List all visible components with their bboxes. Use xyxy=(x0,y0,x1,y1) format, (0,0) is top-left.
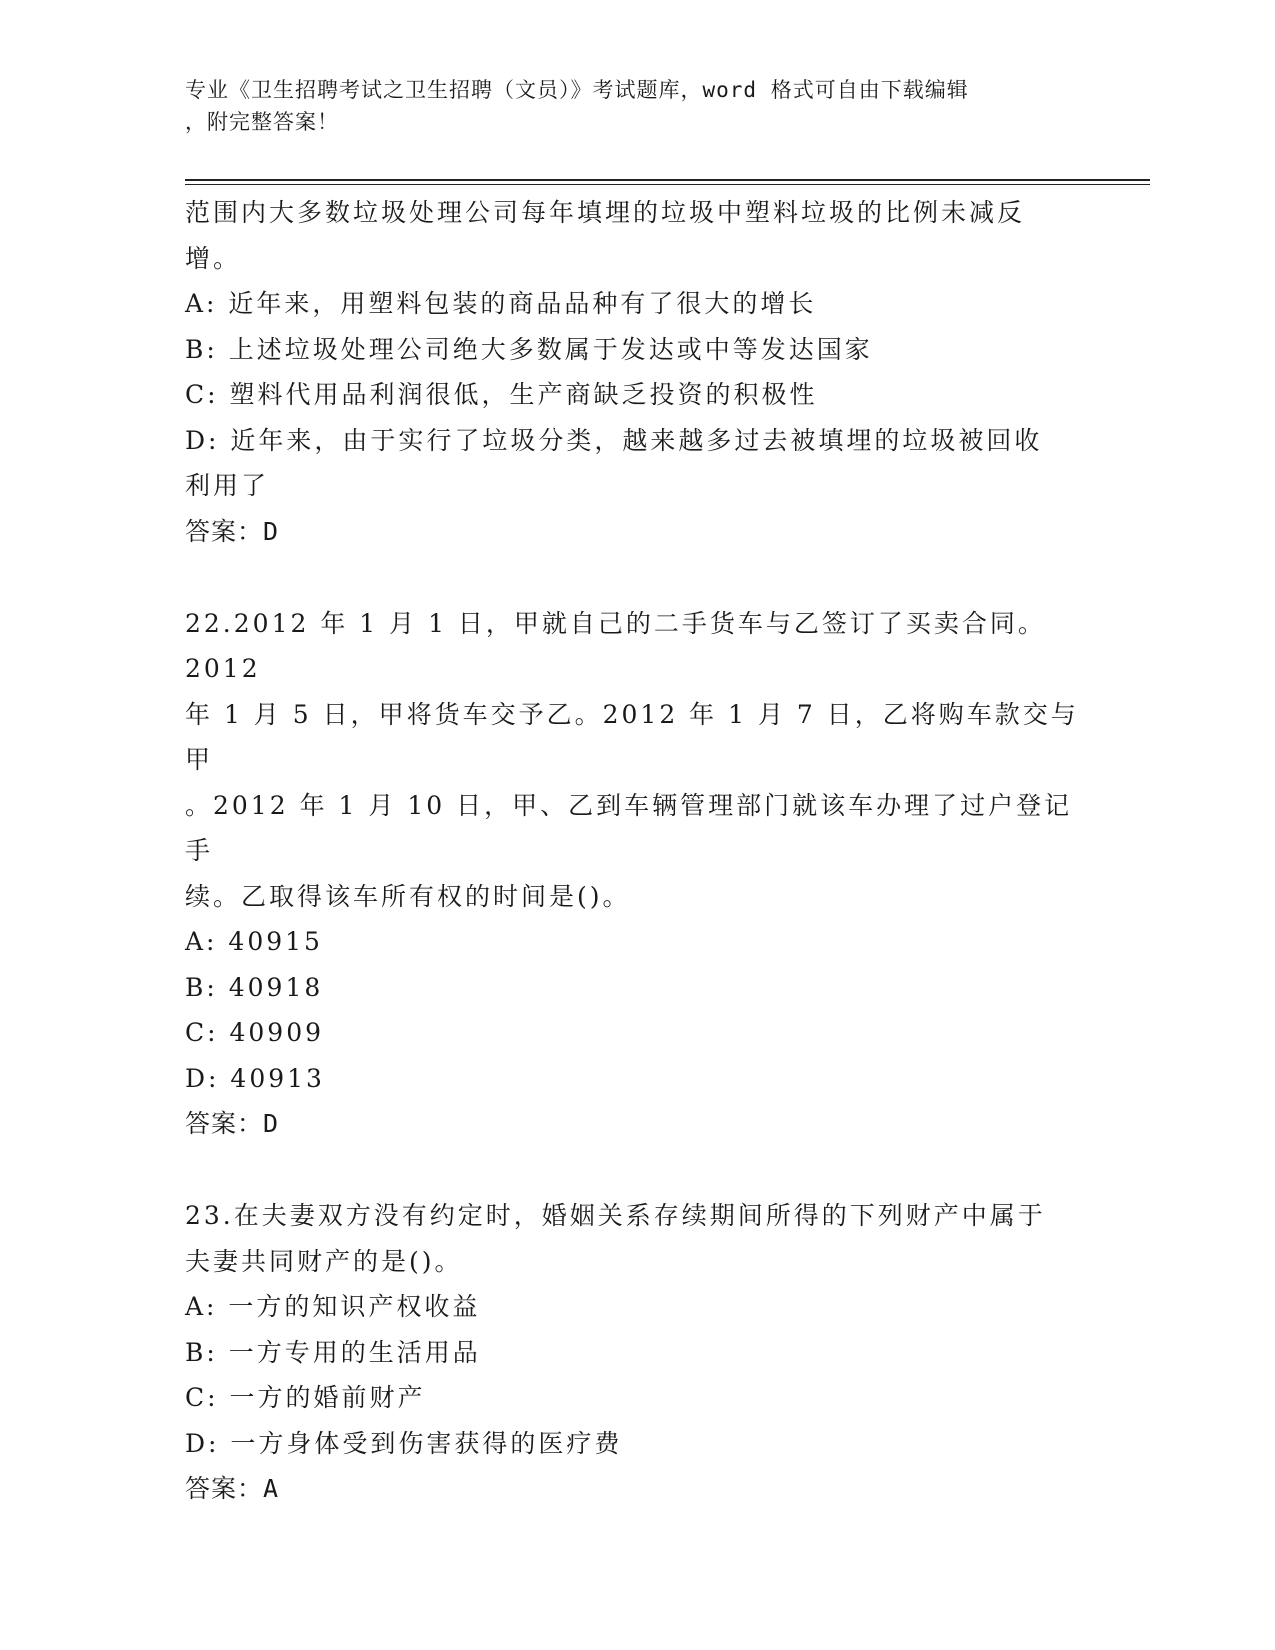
question-stem-line: 增。 xyxy=(185,243,242,273)
answer-value: D xyxy=(263,1109,280,1138)
option-c: C: 塑料代用品利润很低，生产商缺乏投资的积极性 xyxy=(185,380,818,409)
answer-label: 答案： xyxy=(185,1109,264,1138)
answer-value: D xyxy=(263,516,280,546)
question-content xyxy=(185,190,1085,1512)
option-a: A: 40915 xyxy=(185,927,323,956)
option-c: C: 40909 xyxy=(185,1018,325,1047)
answer-value: A xyxy=(263,1474,280,1503)
answer-line xyxy=(185,509,1085,555)
option-d: D: 40913 xyxy=(185,1063,325,1093)
page-header xyxy=(185,74,1085,138)
option-b: B: 上述垃圾处理公司绝大多数属于发达或中等发达国家 xyxy=(185,334,873,364)
option-d: D: 一方身体受到伤害获得的医疗费 xyxy=(185,1428,623,1458)
header-line-1: 专业《卫生招聘考试之卫生招聘（文员）》考试题库，word 格式可自由下载编辑 xyxy=(185,78,969,102)
answer-label: 答案： xyxy=(185,516,264,546)
question-stem-line: 续。乙取得该车所有权的时间是()。 xyxy=(185,881,631,911)
option-a: A: 一方的知识产权收益 xyxy=(185,1292,481,1321)
question-stem-line: 23.在夫妻双方没有约定时，婚姻关系存续期间所得的下列财产中属于 xyxy=(185,1201,1046,1230)
option-b: B: 40918 xyxy=(185,972,324,1002)
question-21 xyxy=(185,190,1085,555)
option-d-continued: 利用了 xyxy=(185,471,270,500)
answer-label: 答案： xyxy=(185,1474,264,1503)
answer-line xyxy=(185,1466,1085,1512)
answer-line xyxy=(185,1101,1085,1147)
question-stem-line: 范围内大多数垃圾处理公司每年填埋的垃圾中塑料垃圾的比例未减反 xyxy=(185,198,1026,227)
header-divider-thick xyxy=(185,179,1150,181)
question-stem-line: 22.2012 年 1 月 1 日，甲就自己的二手货车与乙签订了买卖合同。2012 xyxy=(185,608,1046,683)
question-23 xyxy=(185,1193,1085,1512)
option-b: B: 一方专用的生活用品 xyxy=(185,1337,481,1367)
header-divider-thin xyxy=(185,184,1150,185)
question-stem-line: 夫妻共同财产的是()。 xyxy=(185,1246,463,1276)
question-stem-line: 年 1 月 5 日，甲将货车交予乙。2012 年 1 月 7 日，乙将购车款交与甲 xyxy=(185,699,1079,774)
option-a: A: 近年来，用塑料包装的商品品种有了很大的增长 xyxy=(185,289,817,318)
question-22 xyxy=(185,601,1085,1148)
spacer xyxy=(185,1147,1085,1193)
question-stem-line: 。2012 年 1 月 10 日，甲、乙到车辆管理部门就该车办理了过户登记手 xyxy=(185,790,1073,865)
header-line-2: ，附完整答案！ xyxy=(185,110,339,134)
option-d: D: 近年来，由于实行了垃圾分类，越来越多过去被填埋的垃圾被回收 xyxy=(185,425,1043,455)
spacer xyxy=(185,555,1085,601)
option-c: C: 一方的婚前财产 xyxy=(185,1383,426,1412)
